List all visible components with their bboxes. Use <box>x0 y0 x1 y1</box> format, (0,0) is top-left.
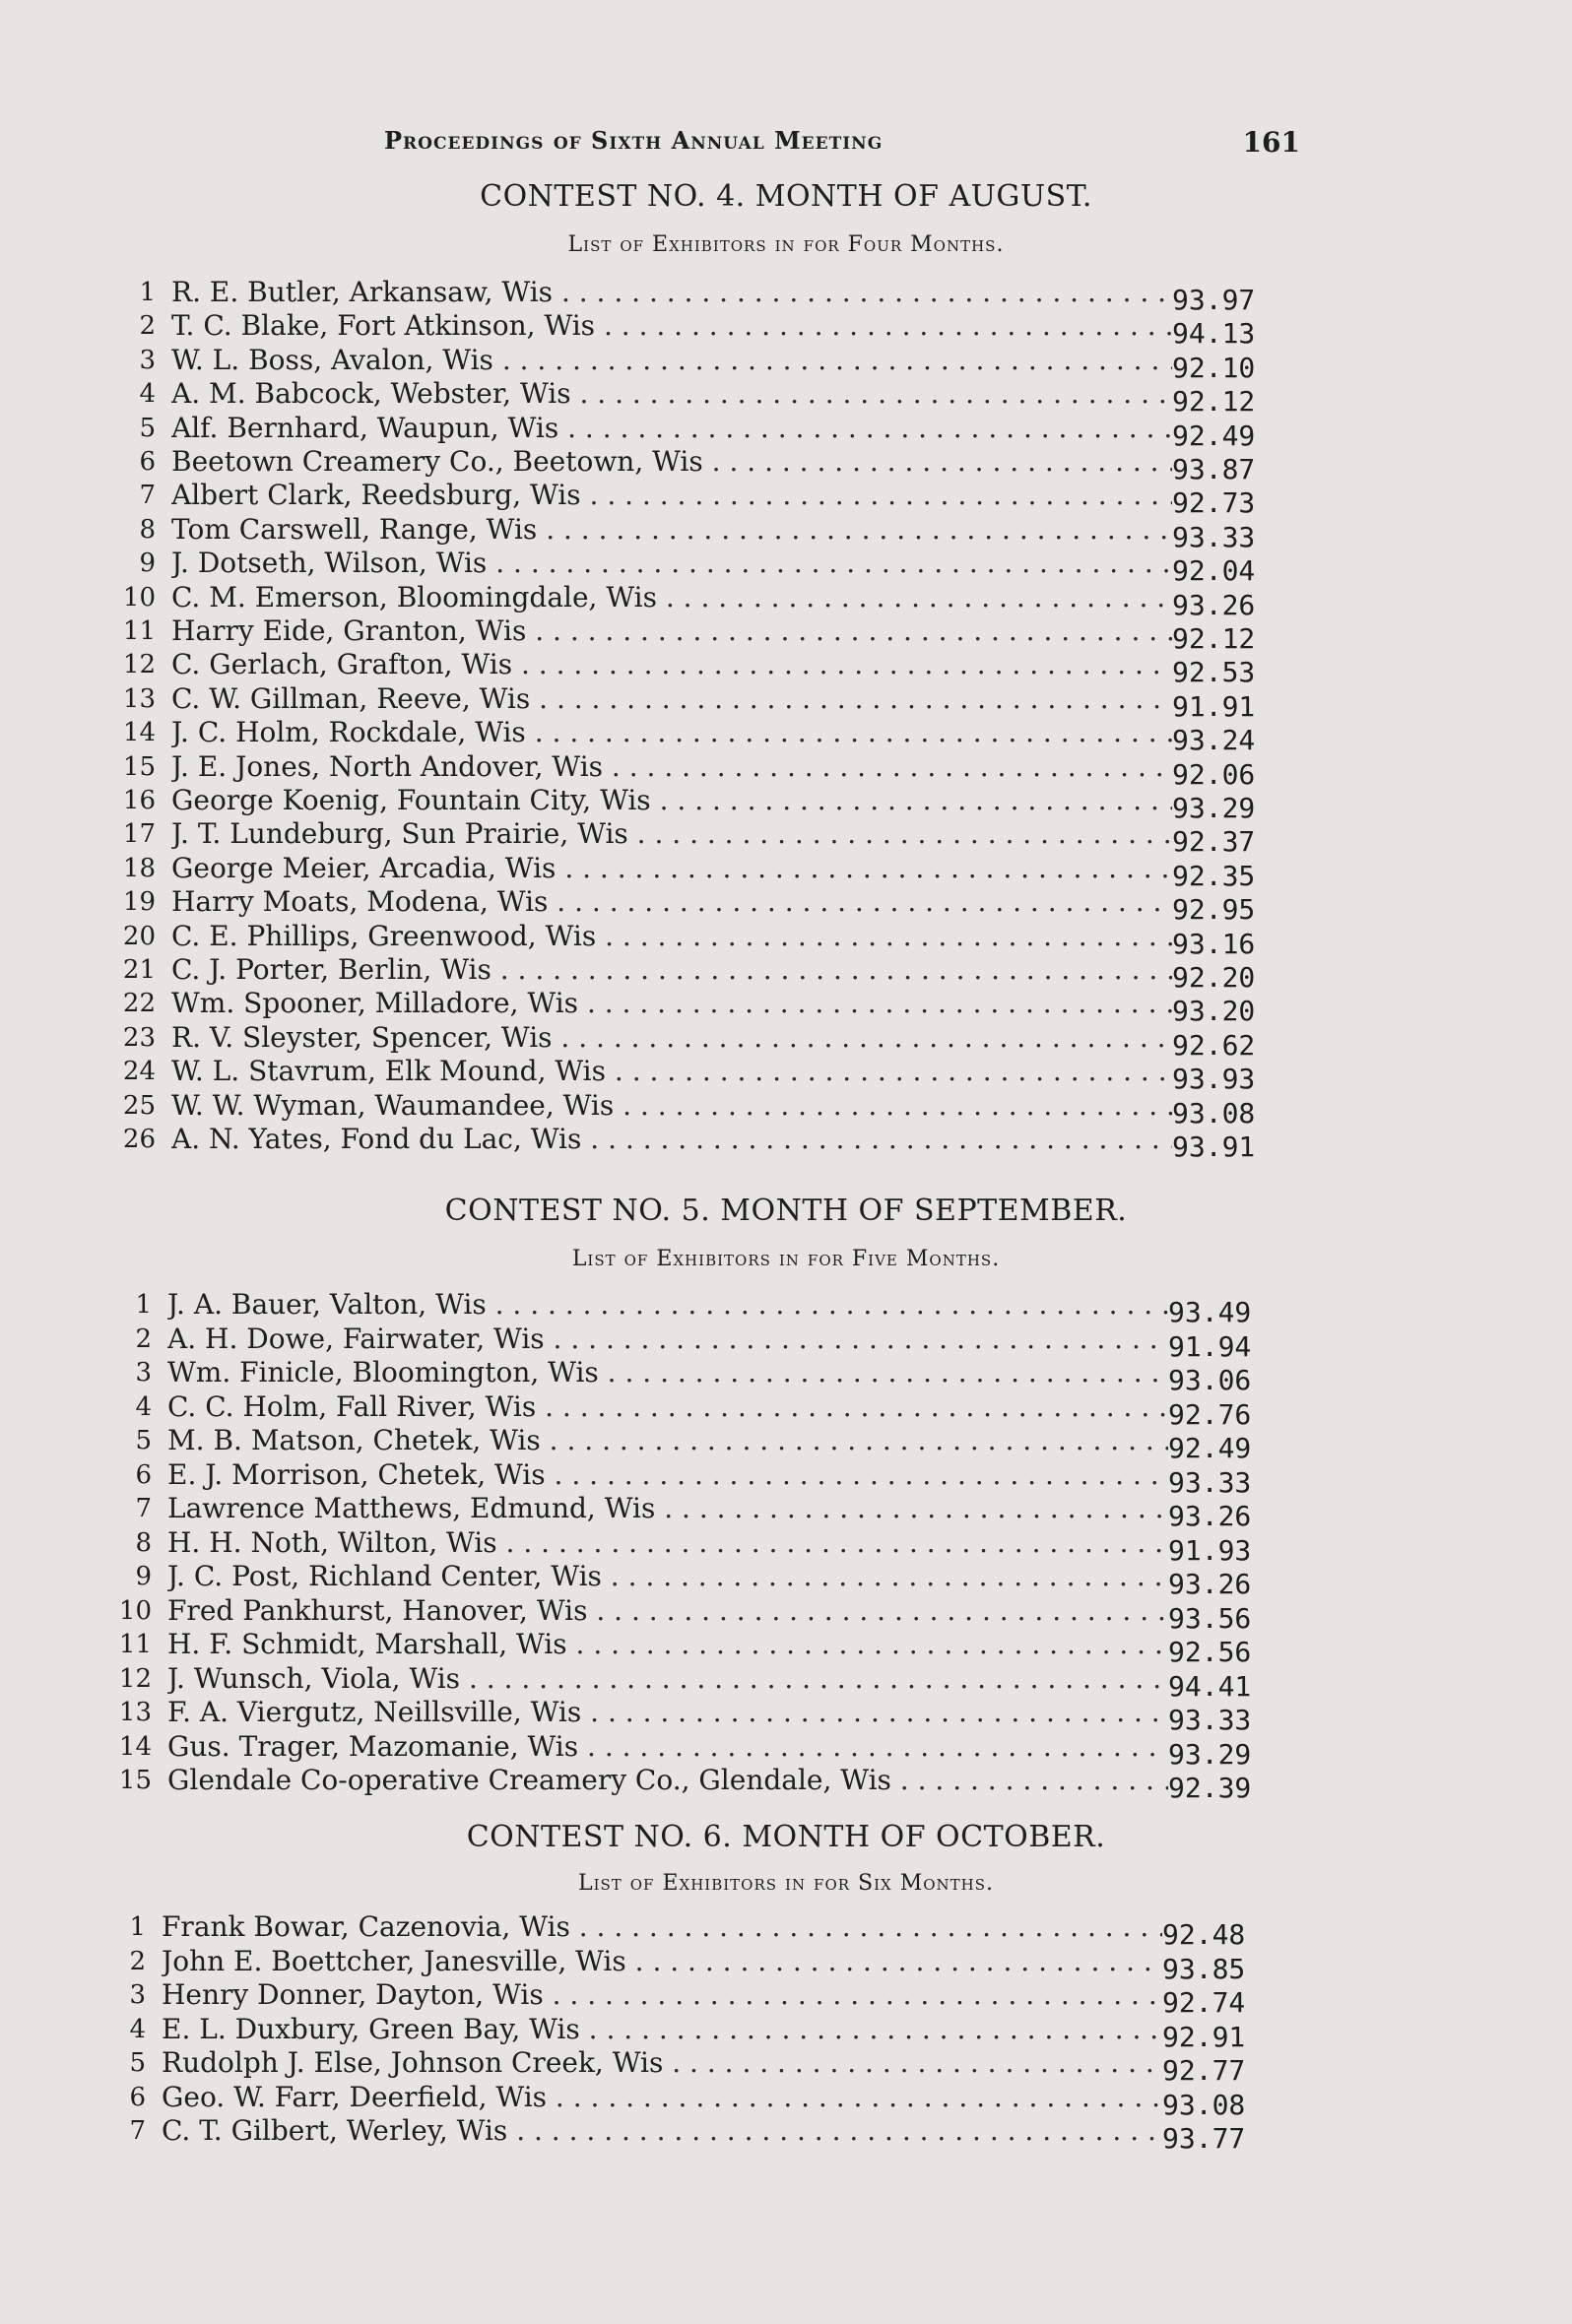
exhibitor-name: George Koenig, Fountain City, Wis . . . <box>171 784 1225 817</box>
exhibitor-name: Harry Eide, Granton, Wis . . . <box>171 614 1225 648</box>
exhibitor-score: 93.33 <box>1168 1704 1286 1737</box>
exhibitor-number: 14 <box>118 1732 152 1762</box>
exhibitor-name: Beetown Creamery Co., Beetown, Wis . . . <box>171 445 1225 479</box>
exhibitor-name: Henry Donner, Dayton, Wis . . . <box>162 1978 1215 2012</box>
exhibitor-row <box>95 513 1306 553</box>
exhibitor-score: 92.35 <box>1172 860 1290 893</box>
exhibitor-number: 2 <box>129 1947 146 1976</box>
exhibitor-score: 92.39 <box>1168 1772 1286 1805</box>
exhibitor-number: 22 <box>122 989 156 1018</box>
exhibitor-number: 24 <box>122 1057 156 1086</box>
exhibitor-score: 93.29 <box>1172 792 1290 825</box>
exhibitor-row <box>95 581 1306 621</box>
exhibitor-score: 93.56 <box>1168 1602 1286 1636</box>
exhibitor-score: 91.94 <box>1168 1330 1286 1364</box>
exhibitor-name: C. J. Porter, Berlin, Wis . . . <box>171 953 1225 987</box>
exhibitor-row <box>91 1594 1302 1635</box>
exhibitor-name: Lawrence Matthews, Edmund, Wis . . . <box>167 1492 1221 1525</box>
exhibitor-number: 12 <box>122 650 156 679</box>
exhibitor-row <box>85 2081 1296 2121</box>
exhibitor-number: 13 <box>122 684 156 714</box>
exhibitor-number: 5 <box>135 1426 152 1455</box>
exhibitor-score: 92.49 <box>1172 420 1290 453</box>
exhibitor-row <box>95 412 1306 452</box>
exhibitor-row <box>95 716 1306 756</box>
exhibitor-row <box>85 2046 1296 2087</box>
exhibitor-name: W. L. Boss, Avalon, Wis . . . <box>171 344 1225 377</box>
exhibitor-score: 92.20 <box>1172 961 1290 995</box>
exhibitor-name: Geo. W. Farr, Deerfield, Wis . . . <box>162 2081 1215 2114</box>
exhibitor-score: 93.08 <box>1172 1097 1290 1130</box>
running-title: Proceedings of Sixth Annual Meeting <box>384 126 884 155</box>
exhibitor-row <box>85 2013 1296 2053</box>
exhibitor-name: E. J. Morrison, Chetek, Wis . . . <box>167 1458 1221 1492</box>
exhibitor-name: R. V. Sleyster, Spencer, Wis . . . <box>171 1021 1225 1055</box>
exhibitor-score: 92.04 <box>1172 554 1290 588</box>
running-header <box>384 126 1330 165</box>
exhibitor-score: 93.49 <box>1168 1296 1286 1329</box>
exhibitor-name: C. E. Phillips, Greenwood, Wis . . . <box>171 920 1225 953</box>
exhibitor-row <box>91 1288 1302 1328</box>
exhibitor-row <box>91 1424 1302 1464</box>
exhibitor-number: 7 <box>129 2116 146 2146</box>
exhibitor-number: 11 <box>122 616 156 646</box>
exhibitor-row <box>95 479 1306 519</box>
contest-subtitle: List of Exhibitors in for Six Months. <box>577 1871 995 1896</box>
exhibitor-row <box>91 1323 1302 1363</box>
exhibitor-number: 12 <box>118 1664 152 1694</box>
exhibitor-score: 94.13 <box>1172 317 1290 351</box>
exhibitor-row <box>95 344 1306 384</box>
exhibitor-row <box>95 1021 1306 1062</box>
exhibitor-number: 3 <box>135 1358 152 1388</box>
exhibitor-row <box>95 276 1306 316</box>
exhibitor-row <box>95 920 1306 960</box>
exhibitor-name: M. B. Matson, Chetek, Wis . . . <box>167 1424 1221 1457</box>
exhibitor-number: 9 <box>135 1562 152 1591</box>
exhibitor-number: 18 <box>122 854 156 883</box>
exhibitor-name: H. F. Schmidt, Marshall, Wis . . . <box>167 1628 1221 1661</box>
exhibitor-name: J. C. Holm, Rockdale, Wis . . . <box>171 716 1225 749</box>
contest-subtitle: List of Exhibitors in for Five Months. <box>571 1247 1001 1271</box>
exhibitor-score: 91.91 <box>1172 690 1290 724</box>
exhibitor-score: 92.37 <box>1172 825 1290 859</box>
exhibitor-score: 92.48 <box>1162 1918 1280 1952</box>
exhibitor-score: 92.76 <box>1168 1398 1286 1432</box>
exhibitor-score: 92.77 <box>1162 2054 1280 2088</box>
exhibitor-row <box>91 1458 1302 1499</box>
exhibitor-number: 15 <box>122 752 156 782</box>
exhibitor-number: 15 <box>118 1766 152 1795</box>
exhibitor-score: 93.26 <box>1168 1568 1286 1601</box>
exhibitor-number: 6 <box>139 447 156 477</box>
exhibitor-number: 9 <box>139 549 156 578</box>
exhibitor-score: 93.97 <box>1172 284 1290 317</box>
exhibitor-name: E. L. Duxbury, Green Bay, Wis . . . <box>162 2013 1215 2046</box>
exhibitor-name: F. A. Viergutz, Neillsville, Wis . . . <box>167 1696 1221 1729</box>
exhibitor-number: 20 <box>122 922 156 951</box>
exhibitor-row <box>95 784 1306 824</box>
contest-title: CONTEST NO. 6. MONTH OF OCTOBER. <box>466 1820 1106 1854</box>
page-number: 161 <box>1242 126 1300 159</box>
exhibitor-row <box>95 309 1306 350</box>
exhibitor-name: T. C. Blake, Fort Atkinson, Wis . . . <box>171 309 1225 343</box>
exhibitor-row <box>91 1526 1302 1567</box>
exhibitor-name: C. Gerlach, Grafton, Wis . . . <box>171 648 1225 681</box>
exhibitor-name: J. A. Bauer, Valton, Wis . . . <box>167 1288 1221 1322</box>
exhibitor-score: 93.77 <box>1162 2122 1280 2156</box>
exhibitor-row <box>91 1764 1302 1804</box>
exhibitor-number: 1 <box>139 278 156 307</box>
exhibitor-name: George Meier, Arcadia, Wis . . . <box>171 852 1225 885</box>
exhibitor-number: 4 <box>135 1392 152 1422</box>
exhibitor-name: Gus. Trager, Mazomanie, Wis . . . <box>167 1730 1221 1764</box>
exhibitor-number: 8 <box>139 515 156 545</box>
exhibitor-score: 93.26 <box>1172 589 1290 622</box>
exhibitor-score: 93.29 <box>1168 1738 1286 1772</box>
exhibitor-score: 92.74 <box>1162 1986 1280 2020</box>
exhibitor-row <box>95 987 1306 1027</box>
exhibitor-row <box>95 445 1306 485</box>
exhibitor-row <box>95 750 1306 791</box>
exhibitor-score: 92.12 <box>1172 622 1290 656</box>
exhibitor-row <box>95 547 1306 587</box>
exhibitor-name: J. Wunsch, Viola, Wis . . . <box>167 1662 1221 1696</box>
exhibitor-name: Glendale Co-operative Creamery Co., Glendale, Wis . . . <box>167 1764 1221 1797</box>
exhibitor-number: 7 <box>135 1494 152 1523</box>
exhibitor-score: 92.62 <box>1172 1029 1290 1063</box>
exhibitor-row <box>85 1910 1296 1951</box>
exhibitor-row <box>85 1945 1296 1985</box>
exhibitor-row <box>95 817 1306 858</box>
exhibitor-score: 93.06 <box>1168 1364 1286 1397</box>
exhibitor-number: 3 <box>139 346 156 375</box>
exhibitor-score: 92.10 <box>1172 352 1290 385</box>
exhibitor-number: 2 <box>139 311 156 341</box>
exhibitor-number: 4 <box>129 2015 146 2044</box>
exhibitor-score: 92.49 <box>1168 1432 1286 1465</box>
exhibitor-score: 92.73 <box>1172 486 1290 520</box>
exhibitor-name: Alf. Bernhard, Waupun, Wis . . . <box>171 412 1225 445</box>
contest-subtitle: List of Exhibitors in for Four Months. <box>567 232 1005 257</box>
exhibitor-number: 1 <box>135 1290 152 1320</box>
exhibitor-name: Rudolph J. Else, Johnson Creek, Wis . . . <box>162 2046 1215 2080</box>
exhibitor-name: Wm. Spooner, Milladore, Wis . . . <box>171 987 1225 1020</box>
contest-title: CONTEST NO. 5. MONTH OF SEPTEMBER. <box>444 1194 1128 1228</box>
exhibitor-number: 2 <box>135 1324 152 1354</box>
exhibitor-name: Harry Moats, Modena, Wis . . . <box>171 885 1225 919</box>
exhibitor-score: 93.20 <box>1172 995 1290 1028</box>
exhibitor-score: 92.12 <box>1172 385 1290 419</box>
exhibitor-number: 11 <box>118 1630 152 1659</box>
exhibitor-row <box>95 614 1306 655</box>
exhibitor-number: 5 <box>139 414 156 443</box>
exhibitor-number: 19 <box>122 887 156 917</box>
exhibitor-row <box>91 1662 1302 1703</box>
exhibitor-number: 21 <box>122 955 156 985</box>
exhibitor-name: John E. Boettcher, Janesville, Wis . . . <box>162 1945 1215 1978</box>
exhibitor-score: 93.87 <box>1172 453 1290 486</box>
exhibitor-score: 92.56 <box>1168 1636 1286 1669</box>
exhibitor-name: A. H. Dowe, Fairwater, Wis . . . <box>167 1323 1221 1356</box>
exhibitor-number: 10 <box>122 583 156 613</box>
exhibitor-number: 26 <box>122 1125 156 1154</box>
exhibitor-score: 93.85 <box>1162 1953 1280 1986</box>
exhibitor-row <box>95 1123 1306 1163</box>
exhibitor-name: Frank Bowar, Cazenovia, Wis . . . <box>162 1910 1215 1944</box>
exhibitor-row <box>95 1089 1306 1130</box>
exhibitor-row <box>95 648 1306 688</box>
exhibitor-number: 5 <box>129 2048 146 2078</box>
exhibitor-score: 93.33 <box>1172 521 1290 554</box>
exhibitor-name: H. H. Noth, Wilton, Wis . . . <box>167 1526 1221 1560</box>
exhibitor-number: 25 <box>122 1091 156 1121</box>
exhibitor-row <box>85 1978 1296 2019</box>
exhibitor-number: 6 <box>135 1460 152 1490</box>
exhibitor-name: A. N. Yates, Fond du Lac, Wis . . . <box>171 1123 1225 1156</box>
exhibitor-name: W. W. Wyman, Waumandee, Wis . . . <box>171 1089 1225 1123</box>
exhibitor-score: 94.41 <box>1168 1670 1286 1704</box>
exhibitor-row <box>91 1492 1302 1532</box>
contest-title: CONTEST NO. 4. MONTH OF AUGUST. <box>480 179 1092 214</box>
exhibitor-number: 10 <box>118 1596 152 1626</box>
exhibitor-score: 93.91 <box>1172 1130 1290 1164</box>
exhibitor-score: 92.53 <box>1172 656 1290 689</box>
exhibitor-row <box>95 377 1306 418</box>
exhibitor-name: C. C. Holm, Fall River, Wis . . . <box>167 1390 1221 1424</box>
exhibitor-score: 91.93 <box>1168 1534 1286 1568</box>
exhibitor-name: Wm. Finicle, Bloomington, Wis . . . <box>167 1356 1221 1389</box>
exhibitor-number: 1 <box>129 1912 146 1942</box>
exhibitor-number: 6 <box>129 2083 146 2112</box>
exhibitor-name: Tom Carswell, Range, Wis . . . <box>171 513 1225 547</box>
exhibitor-row <box>95 885 1306 926</box>
exhibitor-name: A. M. Babcock, Webster, Wis . . . <box>171 377 1225 411</box>
exhibitor-row <box>91 1356 1302 1396</box>
exhibitor-row <box>95 953 1306 994</box>
exhibitor-score: 93.16 <box>1172 928 1290 961</box>
exhibitor-row <box>91 1628 1302 1668</box>
exhibitor-row <box>95 852 1306 892</box>
exhibitor-score: 92.95 <box>1172 893 1290 927</box>
exhibitor-number: 7 <box>139 481 156 510</box>
exhibitor-name: W. L. Stavrum, Elk Mound, Wis . . . <box>171 1055 1225 1088</box>
exhibitor-number: 13 <box>118 1698 152 1727</box>
exhibitor-score: 92.91 <box>1162 2021 1280 2054</box>
exhibitor-row <box>91 1560 1302 1600</box>
exhibitor-score: 92.06 <box>1172 758 1290 792</box>
exhibitor-name: Fred Pankhurst, Hanover, Wis . . . <box>167 1594 1221 1628</box>
exhibitor-name: J. Dotseth, Wilson, Wis . . . <box>171 547 1225 580</box>
exhibitor-name: J. E. Jones, North Andover, Wis . . . <box>171 750 1225 784</box>
exhibitor-number: 3 <box>129 1980 146 2010</box>
exhibitor-row <box>85 2114 1296 2155</box>
exhibitor-score: 93.24 <box>1172 724 1290 757</box>
exhibitor-score: 93.33 <box>1168 1466 1286 1500</box>
exhibitor-number: 23 <box>122 1023 156 1053</box>
exhibitor-score: 93.26 <box>1168 1500 1286 1533</box>
exhibitor-name: J. T. Lundeburg, Sun Prairie, Wis . . . <box>171 817 1225 851</box>
exhibitor-row <box>91 1730 1302 1771</box>
exhibitor-name: R. E. Butler, Arkansaw, Wis . . . <box>171 276 1225 309</box>
exhibitor-score: 93.08 <box>1162 2089 1280 2122</box>
exhibitor-number: 17 <box>122 819 156 849</box>
exhibitor-name: C. T. Gilbert, Werley, Wis . . . <box>162 2114 1215 2148</box>
exhibitor-number: 16 <box>122 786 156 815</box>
exhibitor-name: C. W. Gillman, Reeve, Wis . . . <box>171 682 1225 716</box>
exhibitor-row <box>95 682 1306 723</box>
exhibitor-number: 8 <box>135 1528 152 1558</box>
exhibitor-row <box>95 1055 1306 1095</box>
exhibitor-name: Albert Clark, Reedsburg, Wis . . . <box>171 479 1225 512</box>
exhibitor-number: 4 <box>139 379 156 409</box>
exhibitor-name: J. C. Post, Richland Center, Wis . . . <box>167 1560 1221 1593</box>
exhibitor-row <box>91 1390 1302 1431</box>
exhibitor-score: 93.93 <box>1172 1063 1290 1096</box>
exhibitor-name: C. M. Emerson, Bloomingdale, Wis . . . <box>171 581 1225 614</box>
exhibitor-number: 14 <box>122 718 156 747</box>
exhibitor-row <box>91 1696 1302 1736</box>
